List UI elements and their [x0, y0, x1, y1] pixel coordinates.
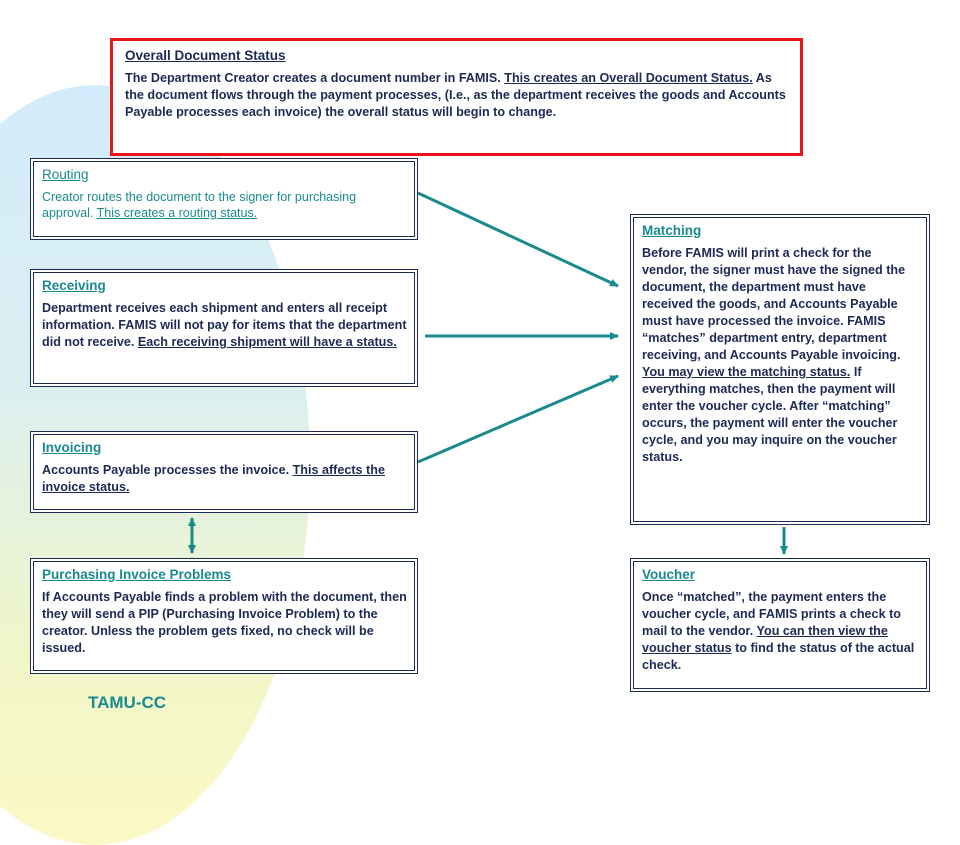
matching-text-part3: If everything matches, then the payment will enter the voucher cycle. After “matching” occurs, the payment will enter the voucher cycle, and you may inquire on the voucher status. [642, 365, 898, 464]
voucher-title: Voucher [642, 567, 696, 582]
receiving-text-part1: Department receives each shipment and enters all receipt information. FAMIS will not pay for items that the department did not receive. [42, 301, 407, 349]
pip-text: If Accounts Payable finds a problem with the document, then they will send a PIP (Purchasing Invoice Problem) to the creator. Unless the problem gets fixed, no check will be issued. [42, 590, 407, 655]
invoicing-text-part1: Accounts Payable processes the invoice. [42, 463, 293, 477]
invoicing-box [30, 431, 418, 513]
overall-text-underlined: This creates an Overall Document Status. [504, 71, 753, 85]
matching-text-part1: Before FAMIS will print a check for the vendor, the signer must have the signed the document, the department must have received the goods, and Accounts Payable must have processed the invoice. FAMIS “matches” department entry, department receiving, and Accounts Payable invoicing. [642, 246, 906, 362]
voucher-text-part3: to find the status of the actual check. [642, 641, 915, 672]
voucher-text-underlined: You can then view the voucher status [642, 624, 888, 655]
voucher-box [630, 558, 930, 692]
matching-box [630, 214, 930, 525]
routing-box [30, 158, 418, 240]
routing-text-underlined: This creates a routing status. [96, 206, 258, 220]
voucher-text-part1: Once “matched”, the payment enters the voucher cycle, and FAMIS prints a check to mail to the vendor. [642, 590, 901, 638]
overall-document-status-box [110, 38, 803, 156]
overall-text-part3: As the document flows through the payment processes, (I.e., as the department receives the goods and Accounts Payable processes each invoice) the overall status will begin to change. [125, 71, 786, 119]
matching-text-underlined: You may view the matching status. [642, 365, 851, 379]
pip-title: Purchasing Invoice Problems [42, 567, 232, 582]
voucher-text [642, 589, 919, 674]
invoicing-text-underlined: This affects the invoice status. [42, 463, 385, 494]
matching-text [642, 245, 919, 466]
routing-text [42, 189, 407, 221]
routing-text-part1: Creator routes the document to the signer for purchasing approval. [42, 190, 357, 220]
receiving-box [30, 269, 418, 387]
routing-title: Routing [42, 167, 89, 182]
arrow-invoicing-to-matching [418, 376, 618, 462]
receiving-title: Receiving [42, 278, 106, 293]
receiving-text-underlined: Each receiving shipment will have a status. [137, 335, 397, 349]
purchasing-invoice-problems-box [30, 558, 418, 674]
footer-label: TAMU-CC [88, 693, 167, 712]
invoicing-text [42, 462, 407, 496]
invoicing-title: Invoicing [42, 440, 102, 455]
overall-text [125, 70, 788, 121]
matching-title: Matching [642, 223, 702, 238]
overall-text-part1: The Department Creator creates a document number in FAMIS. [125, 71, 505, 85]
arrow-routing-to-matching [418, 193, 618, 286]
overall-title: Overall Document Status [125, 48, 286, 63]
receiving-text [42, 300, 407, 351]
